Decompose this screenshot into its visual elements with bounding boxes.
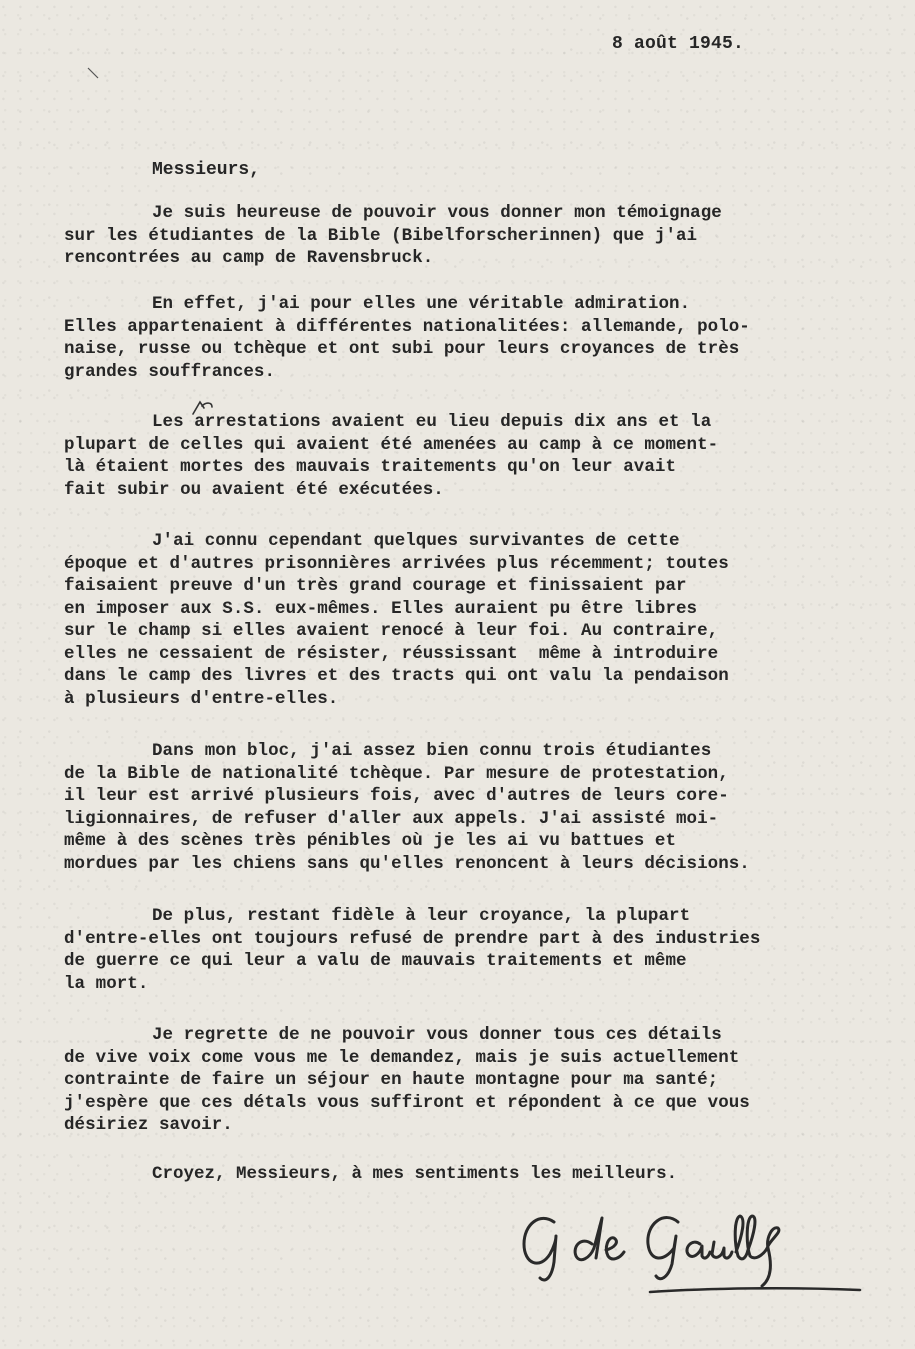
paragraph-line: de la Bible de nationalité tchèque. Par mesure de protestation, — [64, 763, 729, 784]
paragraph-line: J'ai connu cependant quelques survivantes de cette — [152, 531, 680, 551]
paragraph-line: désiriez savoir. — [64, 1115, 233, 1135]
paragraph-line: ligionnaires, de refuser d'aller aux appels. J'ai assisté moi- — [64, 808, 719, 829]
paragraph-line: sur les étudiantes de la Bible (Bibelforscherinnen) que j'ai — [64, 225, 698, 246]
paragraph-line: Les arrestations avaient eu lieu depuis dix ans et la — [152, 412, 712, 432]
paragraph-5 — [64, 740, 884, 875]
paragraph-line: En effet, j'ai pour elles une véritable admiration. — [152, 294, 691, 314]
paragraph-line: époque et d'autres prisonnières arrivées plus récemment; toutes — [64, 553, 729, 574]
paragraph-line: mordues par les chiens sans qu'elles renoncent à leurs décisions. — [64, 853, 750, 874]
paragraph-1 — [64, 202, 884, 270]
paragraph-line: j'espère que ces détals vous suffiront et répondent à ce que vous — [64, 1092, 750, 1113]
paragraph-line: Dans mon bloc, j'ai assez bien connu trois étudiantes — [152, 741, 712, 761]
stray-mark-icon — [86, 66, 100, 80]
paragraph-line: d'entre-elles ont toujours refusé de prendre part à des industries — [64, 928, 761, 949]
paragraph-line: Je suis heureuse de pouvoir vous donner mon témoignage — [152, 203, 722, 223]
paragraph-line: naise, russe ou tchèque et ont subi pour leurs croyances de très — [64, 339, 740, 359]
paragraph-line: faisaient preuve d'un très grand courage et finissaient par — [64, 576, 687, 596]
paragraph-line: en imposer aux S.S. eux-mêmes. Elles auraient pu être libres — [64, 598, 698, 619]
paragraph-line: il leur est arrivé plusieurs fois, avec d'autres de leurs core- — [64, 786, 729, 806]
paragraph-line: de vive voix come vous me le demandez, mais je suis actuellement — [64, 1047, 740, 1068]
paragraph-line: Je regrette de ne pouvoir vous donner tous ces détails — [152, 1025, 722, 1045]
handwritten-signature — [510, 1192, 870, 1302]
paragraph-line: rencontrées au camp de Ravensbruck. — [64, 248, 434, 268]
paragraph-line: fait subir ou avaient été exécutées. — [64, 479, 444, 500]
paragraph-line: contrainte de faire un séjour en haute montagne pour ma santé; — [64, 1070, 719, 1090]
paragraph-line: De plus, restant fidèle à leur croyance, la plupart — [152, 906, 691, 926]
paragraph-line: de guerre ce qui leur a valu de mauvais traitements et même — [64, 951, 687, 971]
salutation: Messieurs, — [152, 160, 261, 180]
handwritten-correction-mark — [190, 398, 216, 418]
paragraph-line: même à des scènes très pénibles où je les ai vu battues et — [64, 831, 676, 851]
paragraph-4 — [64, 530, 884, 710]
paragraph-2 — [64, 293, 884, 383]
letter-date: 8 août 1945. — [612, 34, 745, 54]
paragraph-line: à plusieurs d'entre-elles. — [64, 688, 339, 709]
paragraph-line: grandes souffrances. — [64, 361, 276, 382]
paragraph-line: sur le champ si elles avaient renocé à leur foi. Au contraire, — [64, 621, 719, 641]
paragraph-line: là étaient mortes des mauvais traitements qu'on leur avait — [64, 457, 676, 477]
paragraph-3 — [64, 411, 884, 501]
paragraph-line: plupart de celles qui avaient été amenées au camp à ce moment- — [64, 434, 719, 455]
paragraph-line: la mort. — [64, 973, 149, 994]
paragraph-6 — [64, 905, 884, 995]
paragraph-7 — [64, 1024, 884, 1137]
closing-line: Croyez, Messieurs, à mes sentiments les meilleurs. — [152, 1164, 678, 1184]
paragraph-line: elles ne cessaient de résister, réussissant même à introduire — [64, 643, 719, 664]
paragraph-line: dans le camp des livres et des tracts qui ont valu la pendaison — [64, 666, 729, 686]
paragraph-line: Elles appartenaient à différentes nationalitées: allemande, polo- — [64, 316, 750, 337]
